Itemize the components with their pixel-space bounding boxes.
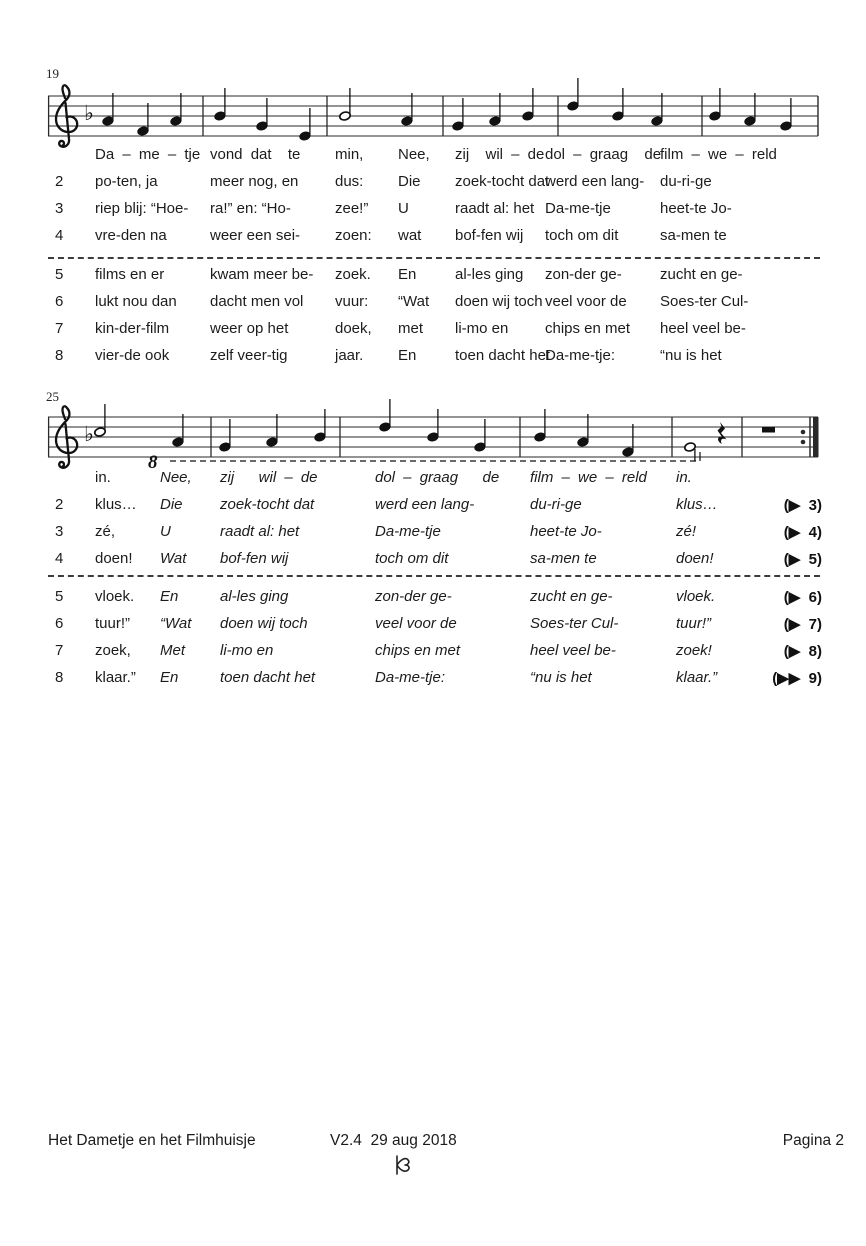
lyric-cell: du-ri-ge	[660, 173, 712, 190]
lyric-cell: heet-te Jo-	[530, 523, 602, 540]
lyric-cell: zoek-tocht dat	[455, 173, 550, 190]
lyric-cell: po-ten, ja	[95, 173, 158, 190]
verse-number: 7	[55, 320, 64, 337]
verse-number: 2	[55, 173, 64, 190]
lyric-cell: Da-me-tje:	[545, 347, 616, 364]
verse-number: 2	[55, 496, 64, 513]
lyric-cell: zé,	[95, 523, 116, 540]
lyric-cell: sa-men te	[530, 550, 597, 567]
playback-marker: (▶▶ 9)	[772, 670, 822, 687]
flat-key-signature: ♭	[84, 101, 94, 125]
lyric-cell: in.	[95, 469, 111, 486]
lyric-cell: En	[398, 266, 417, 283]
verse-number: 3	[55, 200, 64, 217]
lyric-cell: zon-der ge-	[375, 588, 452, 605]
lyric-cell: zij wil – de	[220, 469, 318, 486]
verse-number: 3	[55, 523, 64, 540]
verse-number: 4	[55, 227, 64, 244]
lyric-cell: Da-me-tje	[375, 523, 441, 540]
lyric-cell: toen dacht het	[455, 347, 551, 364]
lyric-cell: riep blij: “Hoe-	[95, 200, 189, 217]
lyric-cell: zoek!	[676, 642, 712, 659]
verse-number: 6	[55, 615, 64, 632]
lyric-cell: dol – graag de	[545, 146, 662, 163]
lyric-cell: li-mo en	[220, 642, 274, 659]
verse-number: 5	[55, 588, 64, 605]
lyric-cell: Met	[160, 642, 186, 659]
lyric-cell: doen wij toch	[455, 293, 543, 310]
lyric-cell: zoek.	[335, 266, 371, 283]
lyric-cell: vond dat te	[210, 146, 301, 163]
footer-title: Het Dametje en het Filmhuisje	[48, 1132, 256, 1149]
lyric-cell: wat	[398, 227, 422, 244]
lyric-cell: U	[160, 523, 171, 540]
lyric-cell: ra!” en: “Ho-	[210, 200, 291, 217]
lyric-cell: En	[398, 347, 417, 364]
lyric-cell: al-les ging	[455, 266, 524, 283]
lyric-cell: zucht en ge-	[660, 266, 743, 283]
lyric-cell: Wat	[160, 550, 187, 567]
lyric-cell: weer op het	[210, 320, 289, 337]
lyric-cell: En	[160, 669, 179, 686]
lyric-cell: raadt al: het	[455, 200, 535, 217]
lyric-cell: vloek.	[676, 588, 716, 605]
lyric-cell: werd een lang-	[545, 173, 645, 190]
lyric-cell: doen!	[676, 550, 714, 567]
lyric-cell: zee!”	[335, 200, 369, 217]
footer-page-number: Pagina 2	[782, 1132, 844, 1149]
lyric-cell: toen dacht het	[220, 669, 316, 686]
lyric-cell: Die	[398, 173, 421, 190]
playback-marker: (▶ 8)	[783, 643, 822, 660]
footer-version: V2.4 29 aug 2018	[330, 1132, 457, 1149]
flat-key-signature: ♭	[84, 422, 94, 446]
lyric-cell: zoek-tocht dat	[220, 496, 315, 513]
playback-marker: (▶ 3)	[783, 497, 822, 514]
lyric-cell: klaar.”	[95, 669, 136, 686]
lyric-cell: zon-der ge-	[545, 266, 622, 283]
lyric-cell: vier-de ook	[95, 347, 170, 364]
lyric-cell: Da-me-tje	[545, 200, 611, 217]
lyric-cell: sa-men te	[660, 227, 727, 244]
lyric-cell: veel voor de	[375, 615, 457, 632]
lyric-cell: kin-der-film	[95, 320, 170, 337]
lyric-cell: “Wat	[160, 615, 192, 632]
lyric-cell: li-mo en	[455, 320, 509, 337]
staff-system	[48, 399, 819, 468]
lyric-cell: zé!	[676, 523, 697, 540]
lyric-cell: film – we – reld	[530, 469, 647, 486]
verse-number: 8	[55, 669, 64, 686]
lyric-cell: films en er	[95, 266, 165, 283]
lyric-cell: “nu is het	[660, 347, 722, 364]
lyric-cell: Da – me – tje	[95, 146, 201, 163]
measure-number: 25	[46, 389, 59, 404]
lyric-cell: heet-te Jo-	[660, 200, 732, 217]
lyric-cell: zucht en ge-	[530, 588, 613, 605]
lyric-cell: “nu is het	[530, 669, 592, 686]
measure-number: 19	[46, 66, 59, 81]
lyric-cell: dol – graag de	[375, 469, 500, 486]
lyric-cell: kwam meer be-	[210, 266, 314, 283]
lyric-cell: met	[398, 320, 424, 337]
lyric-cell: chips en met	[545, 320, 631, 337]
lyric-cell: bof-fen wij	[220, 550, 289, 567]
dashed-separator	[48, 575, 820, 577]
lyric-cell: klus…	[95, 496, 137, 513]
lyric-cell: toch om dit	[545, 227, 619, 244]
verse-number: 5	[55, 266, 64, 283]
lyric-cell: zelf veer-tig	[210, 347, 288, 364]
lyric-cell: tuur!”	[676, 615, 712, 632]
lyric-cell: heel veel be-	[530, 642, 616, 659]
lyric-cell: chips en met	[375, 642, 461, 659]
lyric-cell: vuur:	[335, 293, 369, 310]
lyric-cell: doen wij toch	[220, 615, 308, 632]
playback-marker: (▶ 4)	[783, 524, 822, 541]
lyric-cell: Die	[160, 496, 183, 513]
lyric-cell: toch om dit	[375, 550, 449, 567]
lyric-cell: du-ri-ge	[530, 496, 582, 513]
lyric-cell: dus:	[335, 173, 364, 190]
lyric-cell: lukt nou dan	[95, 293, 177, 310]
lyric-cell: dacht men vol	[210, 293, 304, 310]
lyric-cell: doen!	[95, 550, 133, 567]
dashed-separator	[48, 257, 820, 259]
lyric-cell: zij wil – de	[455, 146, 545, 163]
lyric-cell: Da-me-tje:	[375, 669, 446, 686]
lyric-cell: film – we – reld	[660, 146, 777, 163]
quarter-rest	[718, 422, 727, 444]
lyric-cell: in.	[676, 469, 692, 486]
lyric-cell: klaar.”	[676, 669, 718, 686]
lyric-cell: min,	[335, 146, 364, 163]
ottava-mark: 8	[148, 452, 158, 473]
lyric-cell: U	[398, 200, 409, 217]
whole-rest	[762, 427, 775, 433]
playback-marker: (▶ 6)	[783, 589, 822, 606]
lyric-cell: zoek,	[95, 642, 131, 659]
lyric-cell: Nee,	[160, 469, 192, 486]
verse-number: 4	[55, 550, 64, 567]
playback-marker: (▶ 7)	[783, 616, 822, 633]
playback-marker: (▶ 5)	[783, 551, 822, 568]
lyric-cell: Soes-ter Cul-	[660, 293, 749, 310]
verse-number: 6	[55, 293, 64, 310]
lyric-cell: doek,	[335, 320, 372, 337]
publisher-logo-icon	[392, 1153, 418, 1177]
staff-system	[48, 78, 818, 147]
lyric-cell: veel voor de	[545, 293, 627, 310]
lyric-cell: tuur!”	[95, 615, 131, 632]
lyric-cell: vloek.	[95, 588, 135, 605]
lyric-cell: Soes-ter Cul-	[530, 615, 619, 632]
lyric-cell: En	[160, 588, 179, 605]
lyric-cell: raadt al: het	[220, 523, 300, 540]
lyric-cell: heel veel be-	[660, 320, 746, 337]
lyric-cell: werd een lang-	[375, 496, 475, 513]
lyric-cell: meer nog, en	[210, 173, 299, 190]
lyric-cell: jaar.	[335, 347, 364, 364]
lyric-cell: vre-den na	[95, 227, 167, 244]
lyric-cell: klus…	[676, 496, 718, 513]
lyric-cell: zoen:	[335, 227, 372, 244]
lyric-cell: bof-fen wij	[455, 227, 524, 244]
verse-number: 8	[55, 347, 64, 364]
lyric-cell: “Wat	[398, 293, 430, 310]
lyric-cell: weer een sei-	[210, 227, 301, 244]
lyric-cell: al-les ging	[220, 588, 289, 605]
verse-number: 7	[55, 642, 64, 659]
lyric-cell: Nee,	[398, 146, 430, 163]
